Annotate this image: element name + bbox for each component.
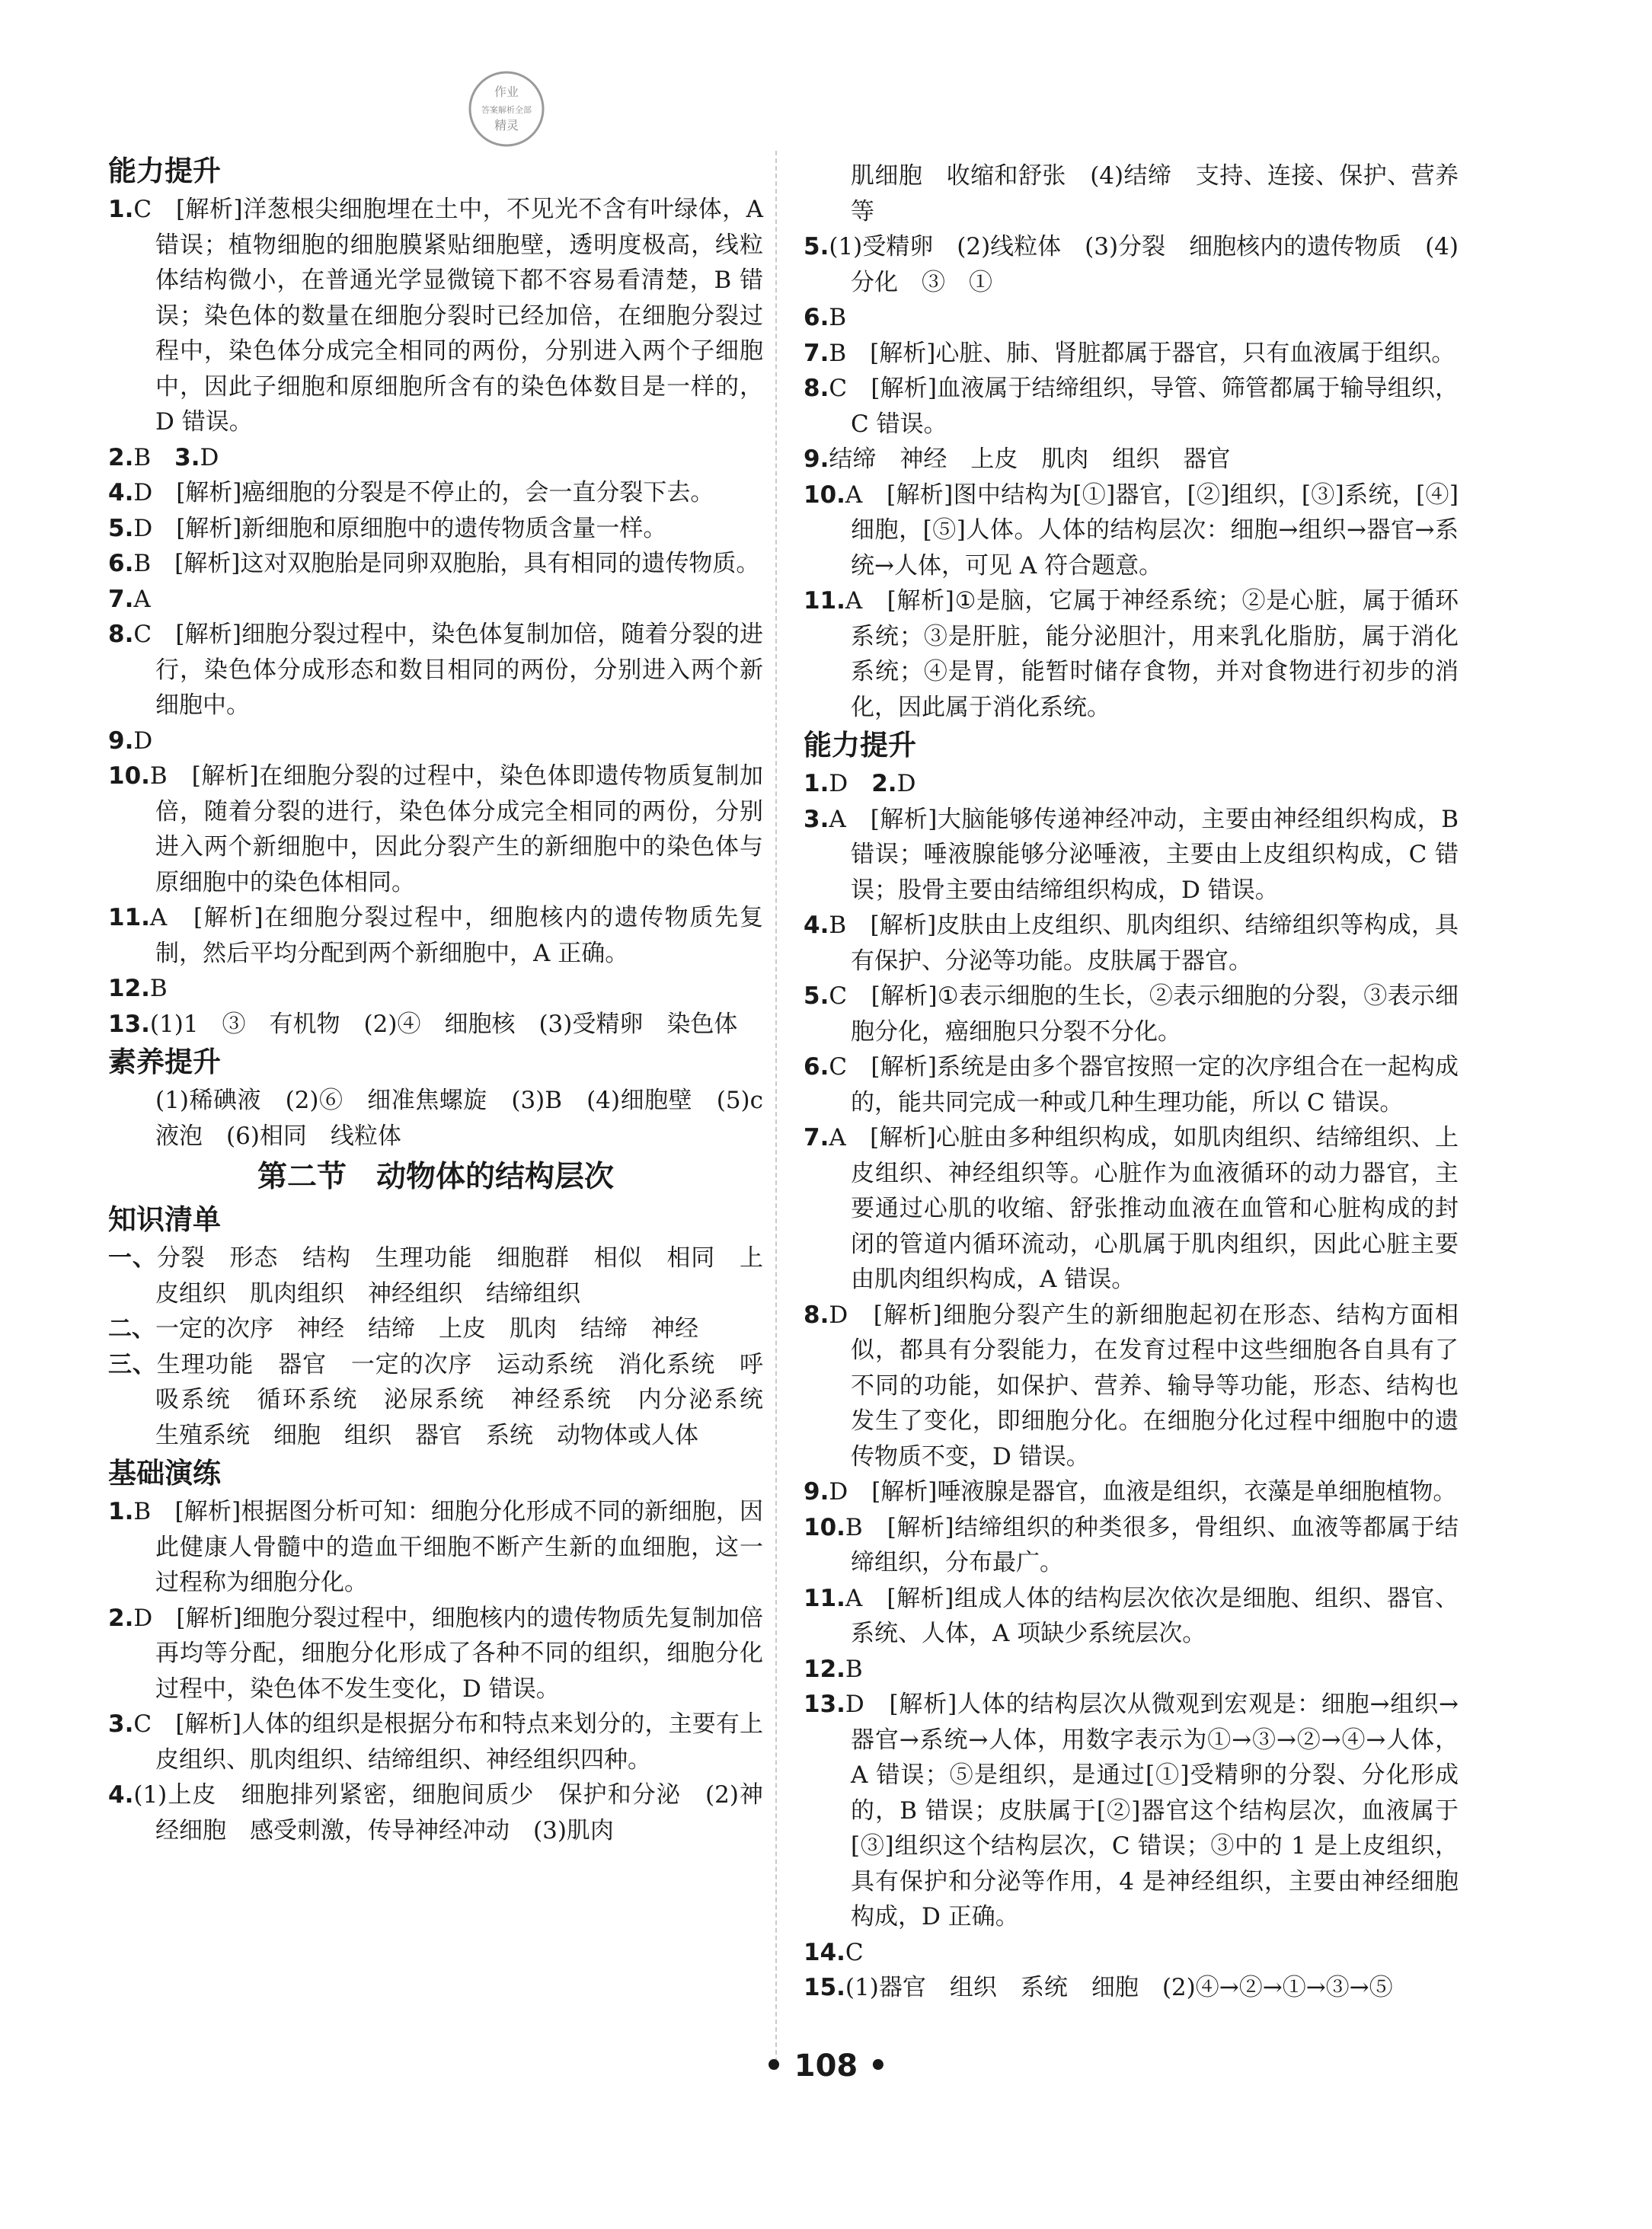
answer-item: 7.A — [108, 585, 151, 613]
answer-item: 10.A [解析]图中结构为[①]器官，[②]组织，[③]系统，[④]细胞，[⑤]人体。人体的结构层次：细胞→组织→器官→系统→人体，可见 A 符合题意。 — [804, 481, 1459, 580]
answer-item: 12.B — [108, 975, 168, 1002]
answer-item: 9.D [解析]唾液腺是器官，血液是组织，衣藻是单细胞植物。 — [804, 1478, 1457, 1506]
answer-item: 11.A [解析]在细胞分裂过程中，细胞核内的遗传物质先复制，然后平均分配到两个新细胞中，A 正确。 — [108, 904, 763, 967]
answer-text: (1)稀碘液 (2)⑥ 细准焦螺旋 (3)B (4)细胞壁 (5)c 液泡 (6)相同 线粒体 — [155, 1087, 787, 1150]
answer-item: 13.(1)1 ③ 有机物 (2)④ 细胞核 (3)受精卵 染色体 — [108, 1010, 738, 1038]
answer-item: 4.(1)上皮 细胞排列紧密，细胞间质少 保护和分泌 (2)神经细胞 感受刺激，传导神经冲动 (3)肌肉 — [108, 1781, 763, 1844]
heading-zhishi: 知识清单 — [108, 1203, 221, 1236]
answer-item: 三、生理功能 器官 一定的次序 运动系统 消化系统 呼吸系统 循环系统 泌尿系统 神经系统 内分泌系统 生殖系统 细胞 组织 器官 系统 动物体或人体 — [108, 1350, 787, 1449]
right-column — [804, 158, 1459, 2006]
answer-item: 4.D [解析]癌细胞的分裂是不停止的，会一直分裂下去。 — [108, 479, 714, 506]
answer-item: 7.A [解析]心脏由多种组织构成，如肌肉组织、结缔组织、上皮组织、神经组织等。心脏作为血液循环的动力器官，主要通过心肌的收缩、舒张推动血液在血管和心脏构成的封闭的管道内循环流动，心肌属于肌肉组织，因此心脏主要由肌肉组织构成，A 错误。 — [804, 1124, 1459, 1293]
answer-item: 6.B — [804, 304, 847, 331]
answer-item: 3.C [解析]人体的组织是根据分布和特点来划分的，主要有上皮组织、肌肉组织、结缔组织、神经组织四种。 — [108, 1710, 763, 1774]
answer-item: 5.D [解析]新细胞和原细胞中的遗传物质含量一样。 — [108, 514, 667, 542]
answer-item: 二、一定的次序 神经 结缔 上皮 肌肉 结缔 神经 — [108, 1315, 698, 1343]
answer-item: 5.C [解析]①表示细胞的生长，②表示细胞的分裂，③表示细胞分化，癌细胞只分裂不分化。 — [804, 982, 1459, 1046]
answer-item: 4.B [解析]皮肤由上皮组织、肌肉组织、结缔组织等构成，具有保护、分泌等功能。皮肤属于器官。 — [804, 912, 1459, 975]
answer-item: 8.D [解析]细胞分裂产生的新细胞起初在形态、结构方面相似，都具有分裂能力，在发育过程中这些细胞各自具有了不同的功能，如保护、营养、输导等功能，形态、结构也发生了变化，即细胞分化。在细胞分化过程中细胞中的遗传物质不变，D 错误。 — [804, 1301, 1459, 1471]
left-column — [108, 151, 787, 1848]
answer-item: 8.C [解析]细胞分裂过程中，染色体复制加倍，随着分裂的进行，染色体分成形态和数目相同的两份，分别进入两个新细胞中。 — [108, 621, 763, 719]
answer-item: 2.B 3.D — [108, 443, 219, 471]
heading-jichu: 基础演练 — [108, 1457, 221, 1490]
watermark-stamp — [465, 67, 548, 151]
answer-item: 6.C [解析]系统是由多个器官按照一定的次序组合在一起构成的，能共同完成一种或几种生理功能，所以 C 错误。 — [804, 1053, 1459, 1116]
answer-item: 6.B [解析]这对双胞胎是同卵双胞胎，具有相同的遗传物质。 — [108, 550, 760, 577]
heading-nengli: 能力提升 — [108, 155, 221, 187]
answer-item: 14.C — [804, 1938, 864, 1966]
answer-item: 10.B [解析]结缔组织的种类很多，骨组织、血液等都属于结缔组织，分布最广。 — [804, 1513, 1459, 1576]
answer-item: 5.(1)受精卵 (2)线粒体 (3)分裂 细胞核内的遗传物质 (4)分化 ③ ① — [804, 233, 1459, 296]
stamp-line2: 答案解析全部 — [481, 105, 532, 115]
answer-item: 1.B [解析]根据图分析可知：细胞分化形成不同的新细胞，因此健康人骨髓中的造血干细胞不断产生新的血细胞，这一过程称为细胞分化。 — [108, 1498, 763, 1596]
answer-item: 11.A [解析]①是脑，它属于神经系统；②是心脏，属于循环系统；③是肝脏，能分泌胆汁，用来乳化脂肪，属于消化系统；④是胃，能暂时储存食物，并对食物进行初步的消化，因此属于消化系统。 — [804, 587, 1459, 721]
answer-item: 2.D [解析]细胞分裂过程中，细胞核内的遗传物质先复制加倍再均等分配，细胞分化形成了各种不同的组织，细胞分化过程中，染色体不发生变化，D 错误。 — [108, 1604, 763, 1703]
answer-item: 3.A [解析]大脑能够传递神经冲动，主要由神经组织构成，B 错误；唾液腺能够分泌唾液，主要由上皮组织构成，C 错误；股骨主要由结缔组织构成，D 错误。 — [804, 805, 1459, 904]
heading-suyang: 素养提升 — [108, 1046, 221, 1078]
answer-item: 15.(1)器官 组织 系统 细胞 (2)④→②→①→③→⑤ — [804, 1974, 1393, 2001]
answer-item: 10.B [解析]在细胞分裂的过程中，染色体即遗传物质复制加倍，随着分裂的进行，染色体分成完全相同的两份，分别进入两个新细胞中，因此分裂产生的新细胞中的染色体与原细胞中的染色体相同。 — [108, 762, 763, 896]
answer-item: 12.B — [804, 1655, 863, 1683]
answer-item: 7.B [解析]心脏、肺、肾脏都属于器官，只有血液属于组织。 — [804, 339, 1455, 367]
section-title: 第二节 动物体的结构层次 — [257, 1160, 614, 1194]
answer-item: 一、分裂 形态 结构 生理功能 细胞群 相似 相同 上皮组织 肌肉组织 神经组织 结缔组织 — [108, 1244, 764, 1308]
answer-item: 1.C [解析]洋葱根尖细胞埋在土中，不见光不含有叶绿体，A 错误；植物细胞的细胞膜紧贴细胞壁，透明度极高，线粒体结构微小，在普通光学显微镜下都不容易看清楚，B 错误；染色体的数量在细胞分裂时已经加倍，在细胞分裂过程中，染色体分成完全相同的两份，分别进入两个子细胞中，因此子细胞和原细胞所含有的染色体数目是一样的，D 错误。 — [108, 196, 763, 436]
answer-continuation: 肌细胞 收缩和舒张 (4)结缔 支持、连接、保护、营养等 — [851, 162, 1459, 225]
stamp-line1: 作业 — [494, 85, 519, 99]
answer-item: 8.C [解析]血液属于结缔组织，导管、筛管都属于输导组织，C 错误。 — [804, 375, 1459, 438]
page-number: • 108 • — [764, 2049, 888, 2084]
stamp-line3: 精灵 — [494, 118, 519, 133]
answer-item: 13.D [解析]人体的结构层次从微观到宏观是：细胞→组织→器官→系统→人体，用数字表示为①→③→②→④→人体，A 错误；⑤是组织，是通过[①]受精卵的分裂、分化形成的，B 错误；皮肤属于[②]器官这个结构层次，血液属于[③]组织这个结构层次，C 错误；③中的 1 是上皮组织，具有保护和分泌等作用，4 是神经组织，主要由神经细胞构成，D 正确。 — [804, 1691, 1459, 1930]
answer-item: 1.D 2.D — [804, 770, 916, 797]
heading-nengli-2: 能力提升 — [804, 729, 916, 762]
answer-item: 9.结缔 神经 上皮 肌肉 组织 器官 — [804, 445, 1231, 473]
answer-item: 11.A [解析]组成人体的结构层次依次是细胞、组织、器官、系统、人体，A 项缺少系统层次。 — [804, 1584, 1459, 1647]
answer-item: 9.D — [108, 727, 153, 755]
